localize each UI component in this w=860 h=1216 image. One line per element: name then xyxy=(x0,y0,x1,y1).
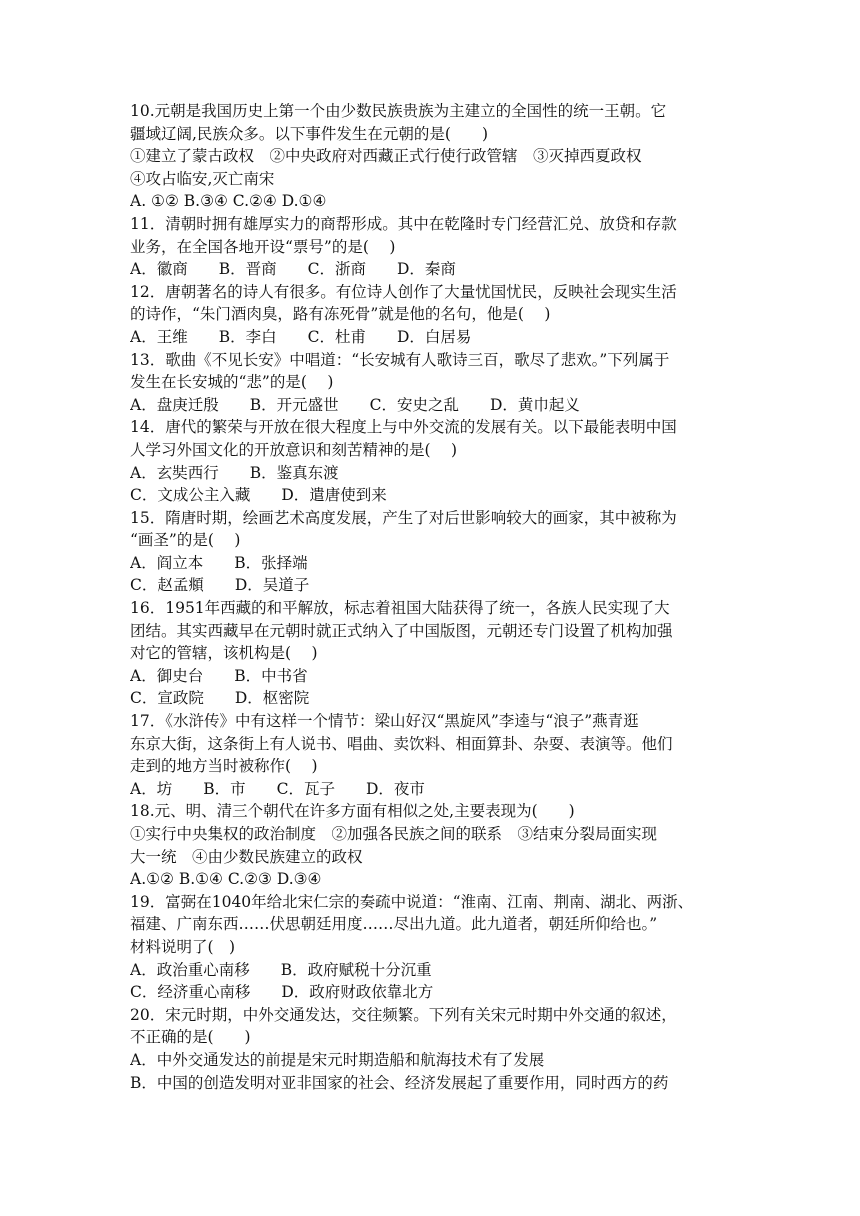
q14-options-line-2: C．文成公主入藏 D．遣唐使到来 xyxy=(130,486,387,505)
q17-stem-line-2: 东京大街，这条街上有人说书、唱曲、卖饮料、相面算卦、杂耍、表演等。他们 xyxy=(130,734,673,753)
q20-stem-line-1: 20．宋元时期，中外交通发达，交往频繁。下列有关宋元时期中外交通的叙述， xyxy=(130,1005,677,1024)
q16-stem-line-3: 对它的管辖，该机构是( ) xyxy=(130,644,318,663)
q17-stem-line-3: 走到的地方当时被称作( ) xyxy=(130,757,318,776)
q19-options-line-2: C．经济重心南移 D．政府财政依靠北方 xyxy=(130,983,434,1002)
q13-options: A．盘庚迁殷 B．开元盛世 C．安史之乱 D．黄巾起义 xyxy=(130,395,580,414)
q14-stem-line-2: 人学习外国文化的开放意识和刻苦精神的是( ) xyxy=(130,440,458,459)
q19-stem-line-3: 材料说明了( ) xyxy=(130,937,236,956)
q18-options: A.①② B.①④ C.②③ D.③④ xyxy=(130,870,322,889)
document-page xyxy=(130,100,750,1094)
q16-options-line-2: C．宣政院 D．枢密院 xyxy=(130,689,310,708)
q18-items-line-1: ①实行中央集权的政治制度 ②加强各民族之间的联系 ③结束分裂局面实现 xyxy=(130,825,658,843)
q11-options: A．徽商 B．晋商 C．浙商 D．秦商 xyxy=(130,260,456,279)
q18-stem: 18.元、明、清三个朝代在许多方面有相似之处,主要表现为( ) xyxy=(130,802,575,821)
q14-options-line-1: A．玄奘西行 B．鉴真东渡 xyxy=(130,463,339,482)
q16-stem-line-1: 16．1951年西藏的和平解放，标志着祖国大陆获得了统一，各族人民实现了大 xyxy=(130,599,670,618)
q12-stem-line-1: 12．唐朝著名的诗人有很多。有位诗人创作了大量忧国忧民，反映社会现实生活 xyxy=(130,282,677,301)
q10-items-line-2: ④攻占临安,灭亡南宋 xyxy=(130,169,275,188)
q14-stem-line-1: 14．唐代的繁荣与开放在很大程度上与中外交流的发展有关。以下最能表明中国 xyxy=(130,418,677,437)
q11-stem-line-2: 业务，在全国各地开设“票号”的是( ) xyxy=(130,237,396,256)
q15-options-line-1: A．阎立本 B．张择端 xyxy=(130,553,308,572)
q16-stem-line-2: 团结。其实西藏早在元朝时就正式纳入了中国版图，元朝还专门设置了机构加强 xyxy=(130,621,673,640)
q13-stem-line-1: 13．歌曲《不见长安》中唱道：“长安城有人歌诗三百，歌尽了悲欢。”下列属于 xyxy=(130,350,670,369)
q13-stem-line-2: 发生在长安城的“悲”的是( ) xyxy=(130,373,334,392)
q15-options-line-2: C．赵孟頫 D．吴道子 xyxy=(130,576,310,595)
q10-options: A. ①② B.③④ C.②④ D.①④ xyxy=(130,192,327,211)
q15-stem-line-2: “画圣”的是( ) xyxy=(130,531,241,550)
q18-items-line-2: 大一统 ④由少数民族建立的政权 xyxy=(130,847,363,866)
q10-items-line-1: ①建立了蒙古政权 ②中央政府对西藏正式行使行政管辖 ③灭掉西夏政权 xyxy=(130,147,642,166)
q10-stem-line-1: 10.元朝是我国历史上第一个由少数民族贵族为主建立的全国性的统一王朝。它 xyxy=(130,102,667,120)
q20-option-b: B．中国的创造发明对亚非国家的社会、经济发展起了重要作用，同时西方的药 xyxy=(130,1073,669,1092)
q17-options: A．坊 B．市 C．瓦子 D．夜市 xyxy=(130,779,425,798)
q20-stem-line-2: 不正确的是( ) xyxy=(130,1028,251,1047)
q19-stem-line-2: 福建、广南东西……伏思朝廷用度……尽出九道。此九道者，朝廷所仰给也。” xyxy=(130,915,658,934)
q16-options-line-1: A．御史台 B．中书省 xyxy=(130,666,308,685)
q15-stem-line-1: 15．隋唐时期，绘画艺术高度发展，产生了对后世影响较大的画家，其中被称为 xyxy=(130,508,677,527)
q10-stem-line-2: 疆域辽阔,民族众多。以下事件发生在元朝的是( ) xyxy=(130,124,489,143)
q12-stem-line-2: 的诗作，“朱门酒肉臭，路有冻死骨”就是他的名句，他是( ) xyxy=(130,305,551,324)
q11-stem-line-1: 11．清朝时拥有雄厚实力的商帮形成。其中在乾隆时专门经营汇兑、放贷和存款 xyxy=(130,214,677,233)
q17-stem-line-1: 17．《水浒传》中有这样一个情节：梁山好汉“黑旋风”李逵与“浪子”燕青逛 xyxy=(130,712,639,731)
q19-stem-line-1: 19．富弼在1040年给北宋仁宗的奏疏中说道：“淮南、江南、荆南、湖北、两浙、 xyxy=(130,892,694,911)
q12-options: A．王维 B．李白 C．杜甫 D．白居易 xyxy=(130,327,472,346)
q19-options-line-1: A．政治重心南移 B．政府赋税十分沉重 xyxy=(130,960,432,979)
q20-option-a: A．中外交通发达的前提是宋元时期造船和航海技术有了发展 xyxy=(130,1050,545,1069)
